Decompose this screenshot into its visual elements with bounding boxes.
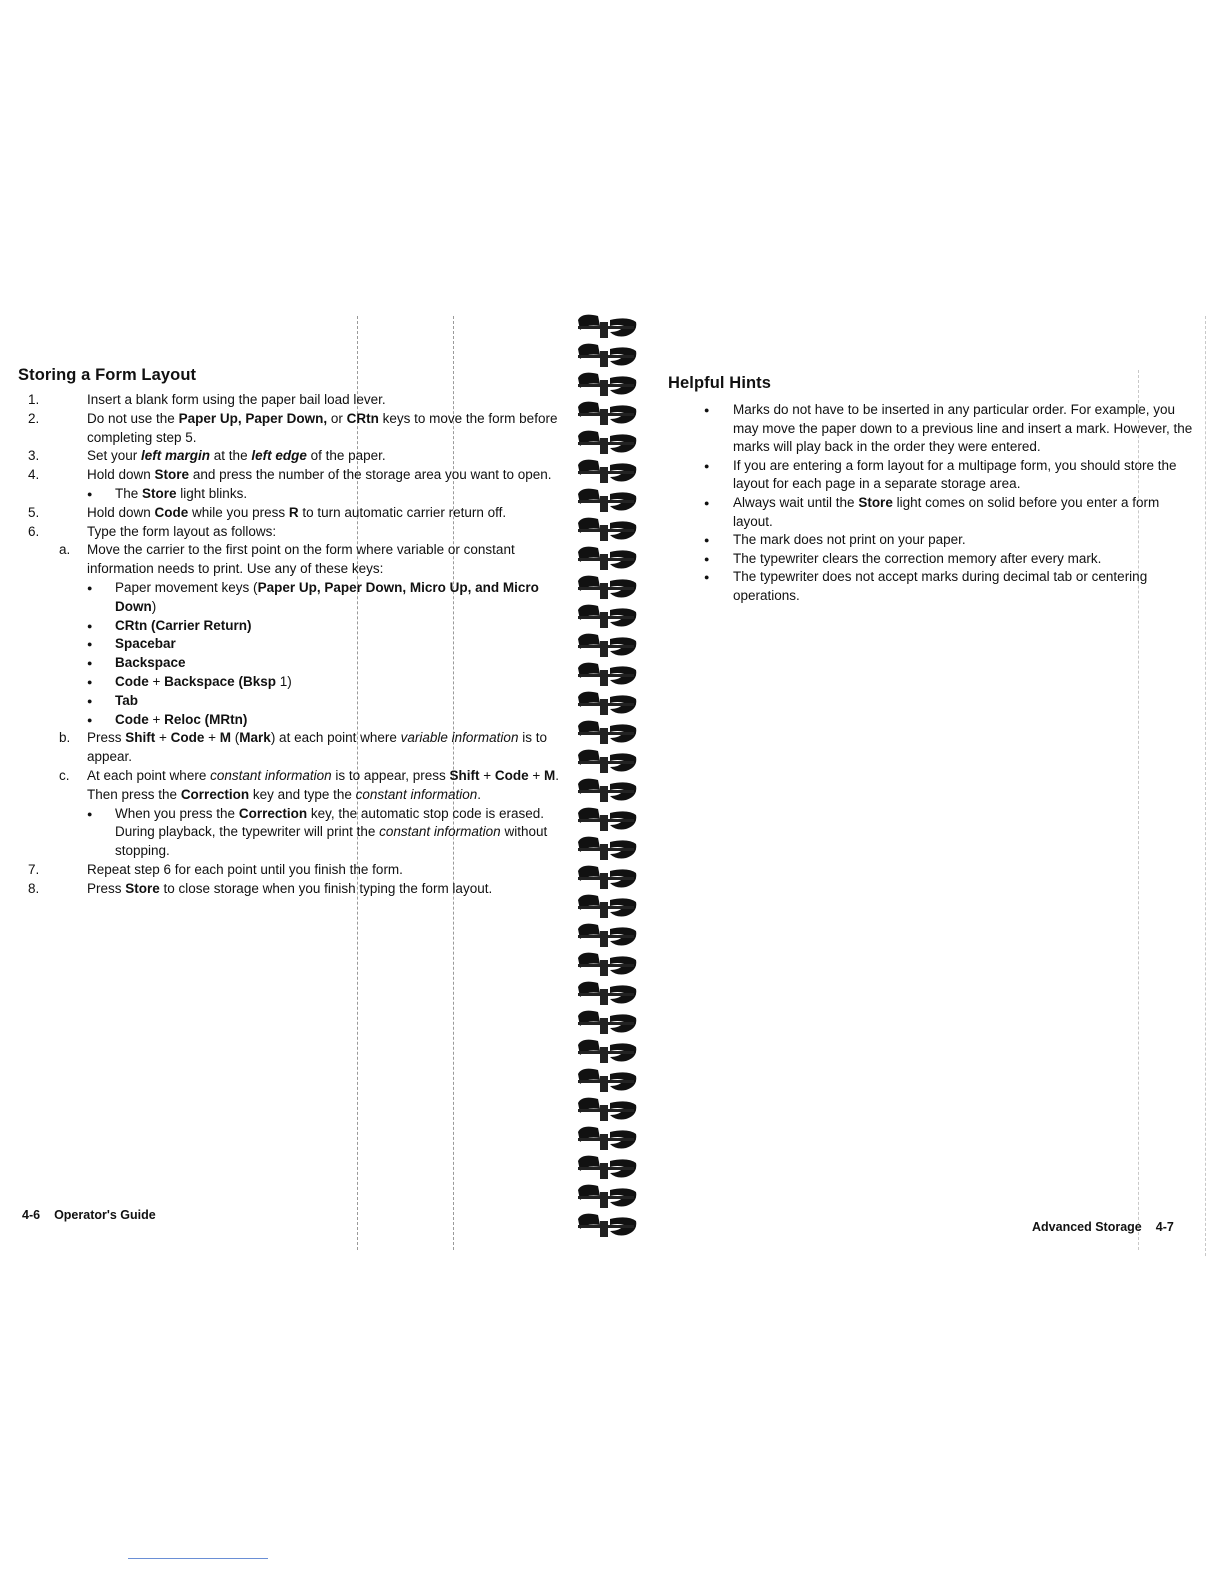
page-number: 4-6 <box>22 1208 41 1222</box>
sub-bullet-list <box>87 485 563 504</box>
binding-coil <box>578 634 636 657</box>
list-item: c. At each point where constant information is to appear, press Shift + Code + M. Then press the Correction key and type the constant information. ● When you press the Correction key, the automatic stop code is erased. During playback, the typewriter will print the constant information without stopping. <box>59 767 563 861</box>
right-page <box>668 374 1198 606</box>
list-item: ● Marks do not have to be inserted in any particular order. For example, you may move the paper down to a previous line and insert a mark. However, the marks will play back in the order they were entered. <box>668 401 1198 457</box>
binding-coil <box>578 721 636 744</box>
right-page-footer <box>1032 1220 1174 1234</box>
list-item: 2. Do not use the Paper Up, Paper Down, or CRtn keys to move the form before completing step 5. <box>28 410 558 445</box>
footer-label: Operator's Guide <box>54 1208 156 1222</box>
list-item: 5. Hold down Code while you press R to turn automatic carrier return off. <box>28 504 507 520</box>
binding-coil <box>578 692 636 715</box>
binding-coil <box>578 750 636 773</box>
list-item: ● CRtn (Carrier Return) <box>87 617 563 636</box>
binding-coil <box>578 315 636 338</box>
binding-coil <box>578 663 636 686</box>
left-page-footer <box>22 1208 156 1222</box>
list-item: ● Code + Reloc (MRtn) <box>87 711 563 730</box>
binding-coil <box>578 518 636 541</box>
binding-coil <box>578 1127 636 1150</box>
binding-coil <box>578 1098 636 1121</box>
binding-coil <box>578 1040 636 1063</box>
hints-list <box>668 401 1198 606</box>
list-item: 1. Insert a blank form using the paper bail load lever. <box>28 392 386 407</box>
binding-coil <box>578 460 636 483</box>
list-item: ● Tab <box>87 692 563 711</box>
binding-coil <box>578 402 636 425</box>
binding-coil <box>578 1156 636 1179</box>
binding-coil <box>578 808 636 831</box>
binding-coil <box>578 1011 636 1034</box>
page-title: Storing a Form Layout <box>18 366 197 384</box>
list-item: b. Press Shift + Code + M (Mark) at each point where variable information is to appear. <box>59 730 547 765</box>
list-item: ● Always wait until the Store light comes on solid before you enter a form layout. <box>668 494 1198 531</box>
list-item: ● Spacebar <box>87 635 563 654</box>
list-item: a. Move the carrier to the first point on the form where variable or constant information needs to print. Use any of these keys: ● Paper movement keys (Paper Up, Paper Down, Micro Up, and Micro Down) ● CRtn (Carrier Return) ● Spacebar ● Backspace ● Code + Backspace (Bksp 1) ● Tab ● Code + Reloc (MRtn) <box>59 541 563 729</box>
binding-coil <box>578 605 636 628</box>
footer-label: Advanced Storage <box>1032 1220 1142 1234</box>
section-title: Helpful Hints <box>668 374 772 392</box>
binding-coil <box>578 779 636 802</box>
binding-coil <box>578 982 636 1005</box>
page-number: 4-7 <box>1155 1220 1174 1234</box>
steps-list <box>18 391 563 899</box>
list-item: ● Backspace <box>87 654 563 673</box>
binding-coil <box>578 1214 636 1237</box>
binding-coil <box>578 924 636 947</box>
list-item: ● Paper movement keys (Paper Up, Paper Down, Micro Up, and Micro Down) <box>87 579 563 617</box>
binding-coil <box>578 895 636 918</box>
binding-coil <box>578 489 636 512</box>
binding-coil <box>578 547 636 570</box>
binding-coil <box>578 431 636 454</box>
spiral-binding <box>576 308 646 1238</box>
scan-fold-line <box>1205 316 1206 1256</box>
list-item: 7. Repeat step 6 for each point until you finish the form. <box>28 861 403 877</box>
binding-coil <box>578 866 636 889</box>
list-item: 6. Type the form layout as follows: a. Move the carrier to the first point on the form where variable or constant information needs to print. Use any of these keys: ● Paper movement keys (Paper Up, Paper Down, Micro Up, and Micro Down) ● CRtn (Carrier Return) ● Spacebar ● Backspace ● Code + Backspace (Bksp 1) ● Tab ● Code + Reloc (MRtn) b. Press Shift + Code + M (Mark) at each point where variable information is to appear. c. At each point where constant information is to appear, press Shift + Code + M. Then press the Correction key and type the constant information. ● When you press the Correction key, the automatic stop code is erased. During playback, the typewriter will print the constant information without stopping. <box>18 523 563 861</box>
binding-coil <box>578 837 636 860</box>
list-item: ● Code + Backspace (Bksp 1) <box>87 673 563 692</box>
left-page <box>18 366 563 899</box>
sub-steps-list <box>59 541 563 861</box>
binding-coil <box>578 576 636 599</box>
list-item: ● When you press the Correction key, the automatic stop code is erased. During playback, the typewriter will print the constant information without stopping. <box>87 805 563 861</box>
binding-coil <box>578 953 636 976</box>
binding-coil <box>578 344 636 367</box>
list-item: 8. Press Store to close storage when you finish typing the form layout. <box>28 880 493 896</box>
list-item: ● The Store light blinks. <box>87 485 563 504</box>
list-item: ● The typewriter clears the correction memory after every mark. <box>668 550 1198 569</box>
list-item: 3. Set your left margin at the left edge of the paper. <box>28 448 386 464</box>
list-item: ● The mark does not print on your paper. <box>668 531 1198 550</box>
sub-bullet-list <box>87 805 563 861</box>
binding-coil <box>578 1069 636 1092</box>
list-item: ● If you are entering a form layout for a multipage form, you should store the layout for each page in a separate storage area. <box>668 457 1198 494</box>
list-item: 4. Hold down Store and press the number of the storage area you want to open. ● The Store light blinks. <box>18 466 563 504</box>
binding-coil <box>578 1185 636 1208</box>
key-bullet-list <box>87 579 563 729</box>
list-item: ● The typewriter does not accept marks during decimal tab or centering operations. <box>668 568 1198 605</box>
binding-coil <box>578 373 636 396</box>
underline-rule <box>128 1558 268 1559</box>
